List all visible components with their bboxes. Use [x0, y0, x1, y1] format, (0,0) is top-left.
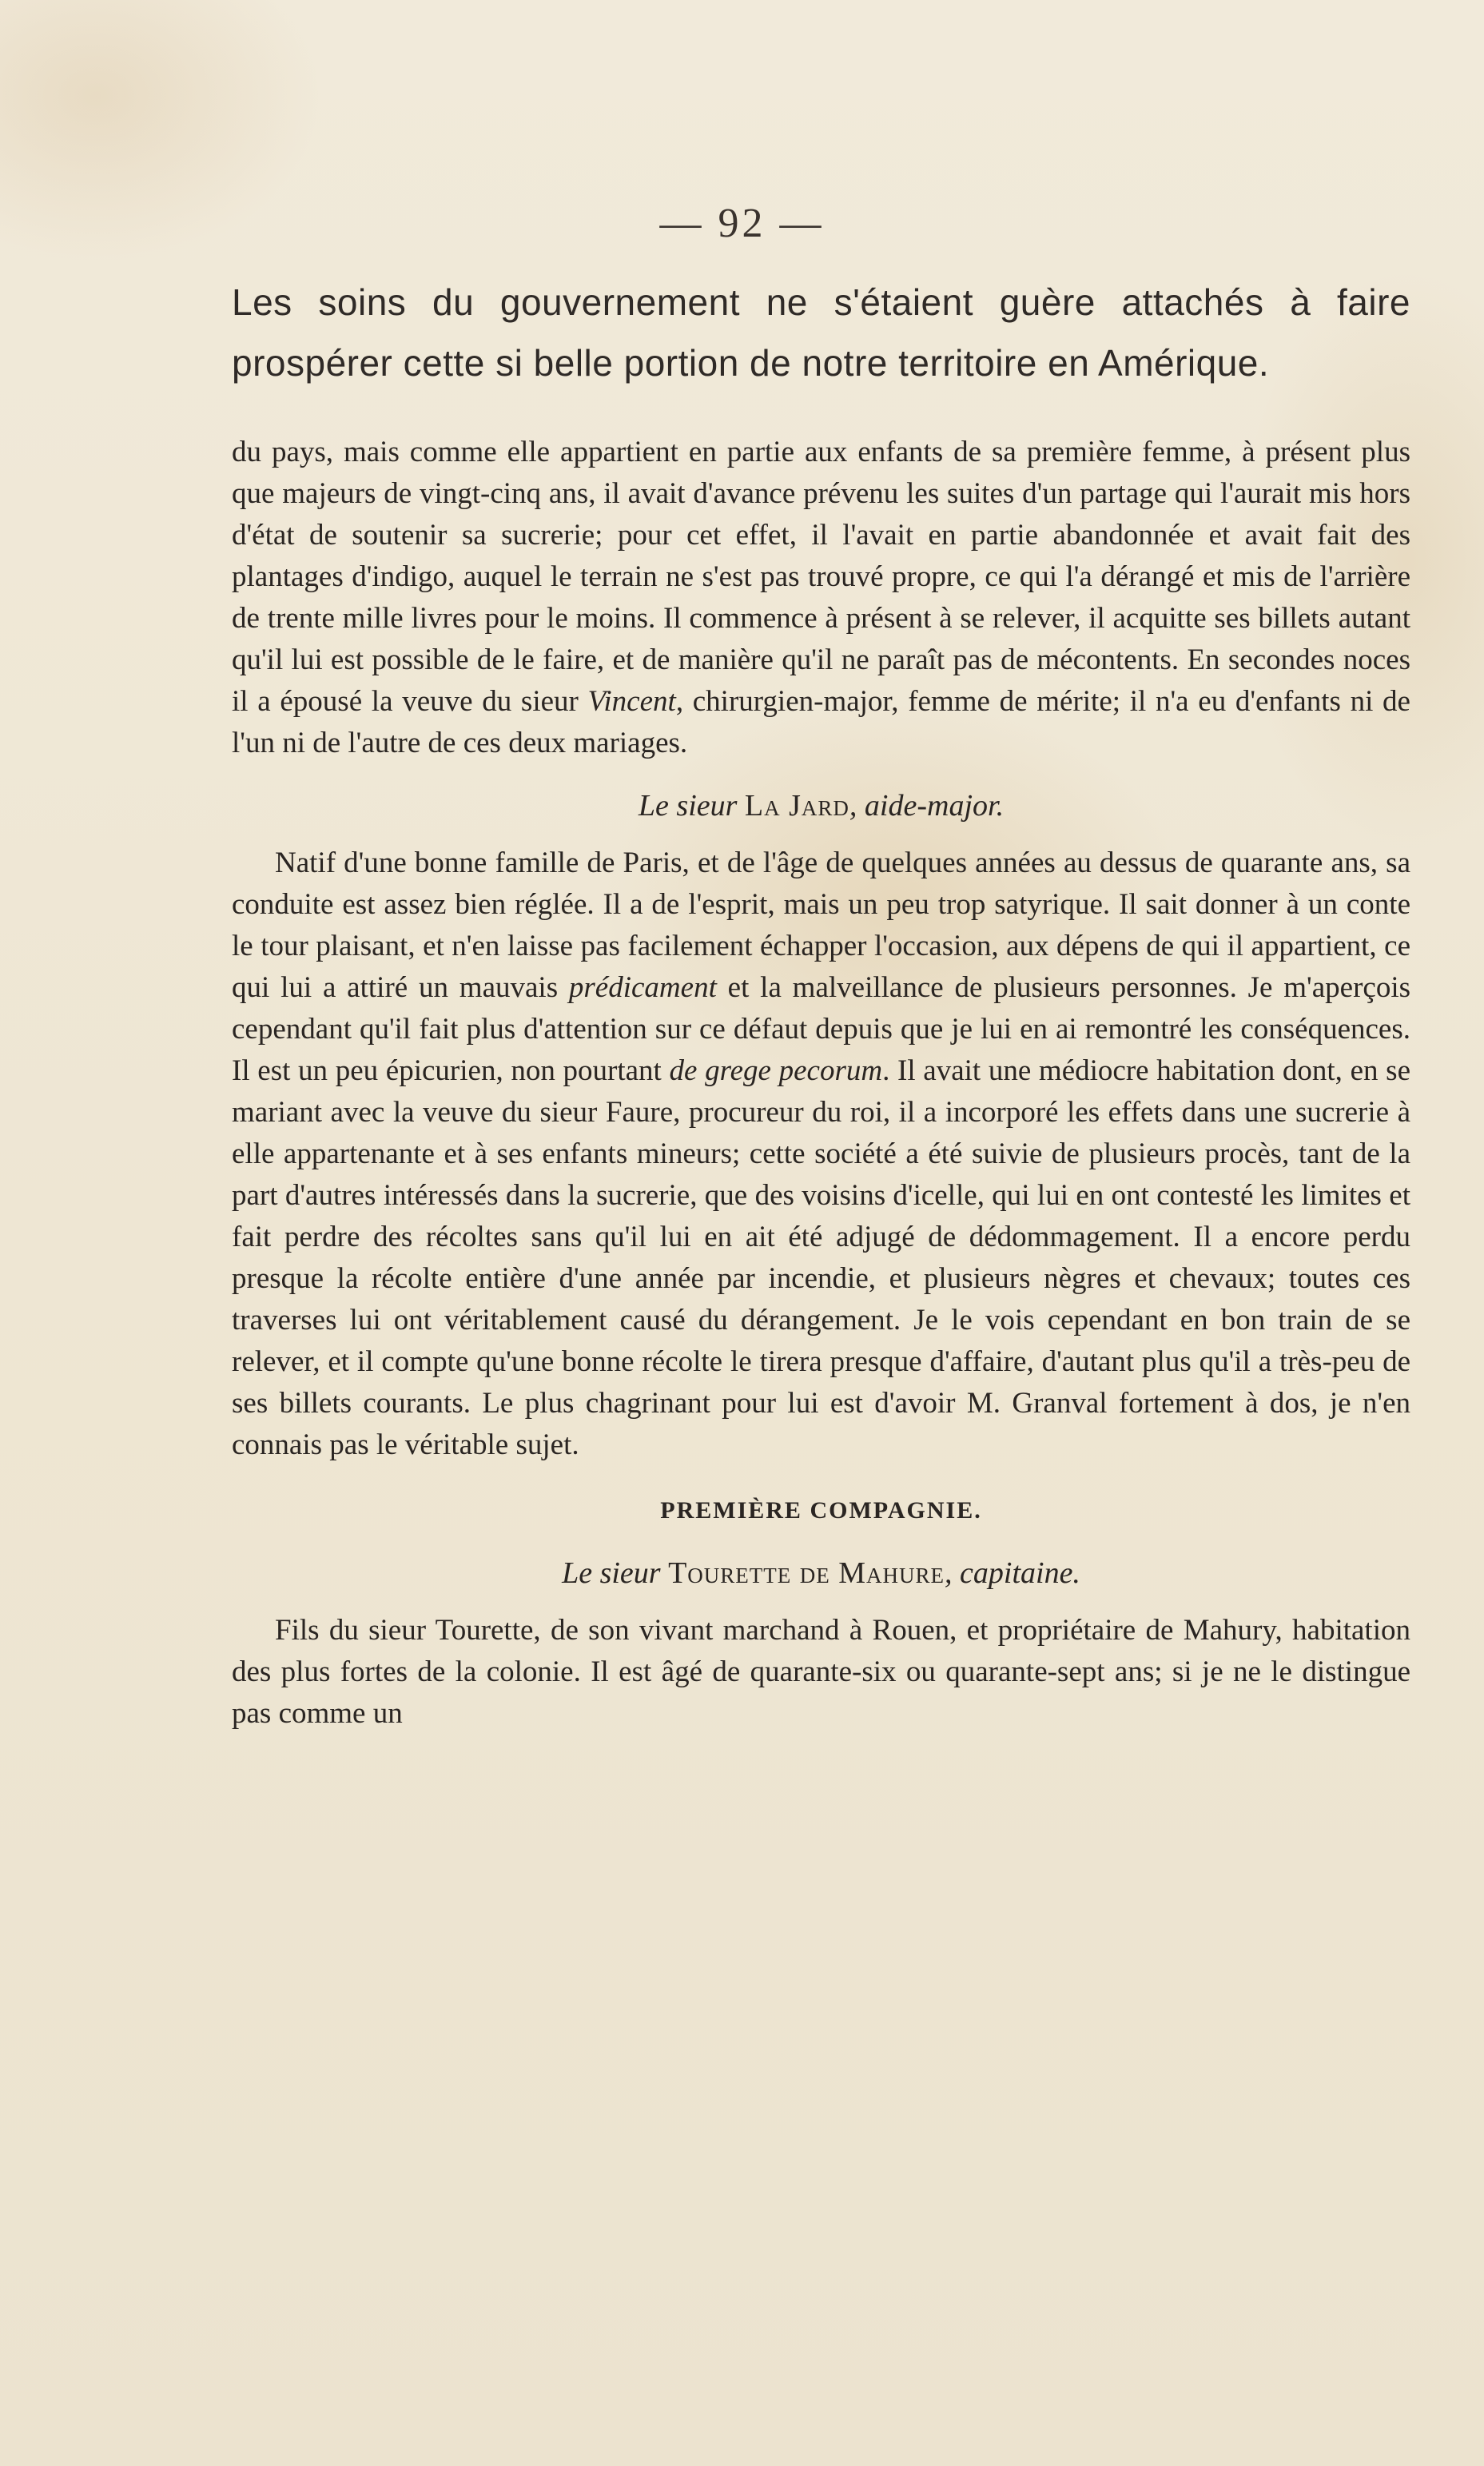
header-paragraph: Les soins du gouvernement ne s'étaient guère attachés à faire prospérer cette si belle portion de notre territoire en Amérique.: [232, 281, 1410, 384]
paragraph-2-text-a: Natif d'une bonne famille de Paris, et de l'âge de quelques années au dessus de quarante ans, sa conduite est assez bien réglée. Il a de l'esprit, mais un peu trop satyrique. Il sait donner à un conte le tour plaisant, et n'en laisse pas facilement échapper l'occasion, aux dépens de qui il appartient, ce qui lui a attiré un mauvais: [232, 847, 1410, 1004]
paragraph-2: [232, 843, 1410, 1466]
heading-la-jard-name: La Jard: [744, 789, 849, 823]
paragraph-1-end: , chirurgien-major, femme de mérite; il n'a eu d'enfants ni de l'un ni de l'autre de ces deux mariages.: [232, 685, 1410, 759]
heading-tourette-name: Tourette de Mahure: [668, 1556, 945, 1590]
paragraph-2-text-b: et la malveillance de plusieurs personnes. Je m'aperçois cependant qu'il fait plus d'attention sur ce défaut depuis que je lui en ai remontré les conséquences. Il est un peu épicurien, non pourtant: [232, 971, 1410, 1087]
heading-tourette-prefix: Le sieur: [562, 1556, 669, 1590]
heading-tourette: [232, 1552, 1410, 1594]
paragraph-2-italic-2: de grege pecorum: [669, 1054, 883, 1087]
paragraph-2-italic-1: prédicament: [568, 971, 717, 1004]
paragraph-3: Fils du sieur Tourette, de son vivant marchand à Rouen, et propriétaire de Mahury, habitation des plus fortes de la colonie. Il est âgé de quarante-six ou quarante-sept ans; si je ne le distingue pas comme un: [232, 1614, 1410, 1730]
paragraph-2-text-c: . Il avait une médiocre habitation dont, en se mariant avec la veuve du sieur Faure, procureur du roi, il a incorporé les effets dans une sucrerie à elle appartenante et à ses enfants mineurs; cette société a été suivie de plusieurs procès, tant de la part d'autres intéressés dans la sucrerie, que des voisins d'icelle, qui lui en ont contesté les limites et fait perdre des récoltes sans qu'il lui en ait été adjugé de dédommagement. Il a encore perdu presque la récolte entière d'une année par incendie, et plusieurs nègres et chevaux; toutes ces traverses lui ont véritablement causé du dérangement. Je le vois cependant en bon train de se relever, et il compte qu'une bonne récolte le tirera presque d'affaire, d'autant plus qu'il a très-peu de ses billets courants. Le plus chagrinant pour lui est d'avoir M. Granval fortement à dos, je n'en connais pas le véritable sujet.: [232, 1054, 1410, 1461]
page-number: — 92 —: [659, 201, 825, 246]
main-text: [232, 432, 1410, 1735]
paragraph-1-italic: Vincent: [587, 685, 676, 718]
paragraph-1-text: du pays, mais comme elle appartient en partie aux enfants de sa première femme, à présent plus que majeurs de vingt-cinq ans, il avait d'avance prévenu les suites d'un partage qui l'aurait mis hors d'état de soutenir sa sucrerie; pour cet effet, il l'avait en partie abandonnée et avait fait des plantages d'indigo, auquel le terrain ne s'est pas trouvé propre, ce qui l'a dérangé et mis de l'arrière de trente mille livres pour le moins. Il commence à présent à se relever, il acquitte ses billets autant qu'il lui est possible de le faire, et de manière qu'il ne paraît pas de mécontents. En secondes noces il a épousé la veuve du sieur: [232, 436, 1410, 718]
heading-la-jard-prefix: Le sieur: [638, 789, 745, 823]
heading-la-jard-suffix: , aide-major.: [849, 789, 1005, 823]
paragraph-1: [232, 432, 1410, 764]
section-title: PREMIÈRE COMPAGNIE.: [660, 1497, 982, 1524]
heading-la-jard: [232, 785, 1410, 827]
heading-tourette-suffix: , capitaine.: [945, 1556, 1080, 1590]
